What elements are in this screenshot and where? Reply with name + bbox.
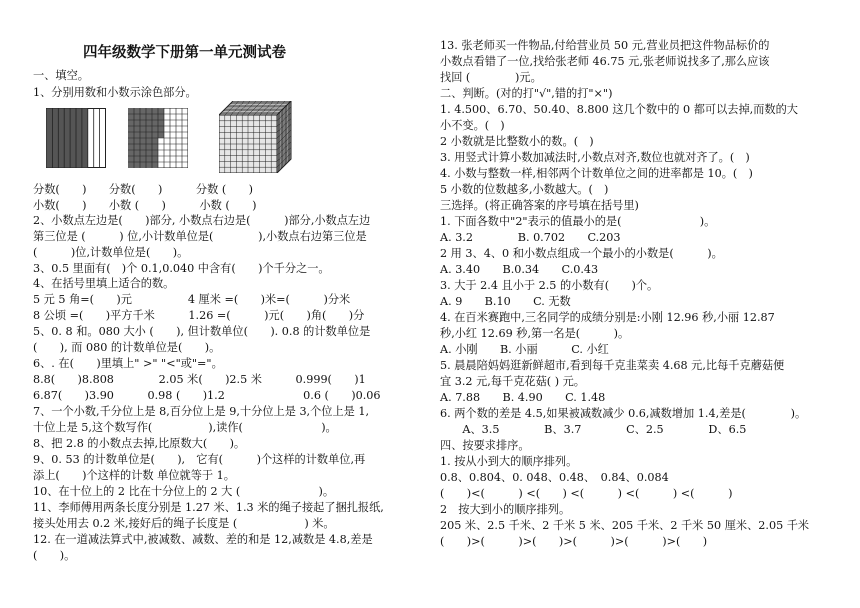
text-line: 10、在十位上的 2 比在十分位上的 2 大 ( )。 [33, 485, 335, 498]
text-line: 2、小数点左边是( )部分, 小数点右边是( )部分,小数点左边 [33, 214, 371, 227]
text-line: 205 米、2.5 千米、2 千米 5 米、205 千米、2 千米 50 厘米、2.05 千米 [440, 519, 810, 532]
text-line: 一、填空。 [33, 69, 89, 82]
text-line: 5 小数的位数越多,小数越大。( ) [440, 183, 609, 196]
text-line: A. 9 B.10 C. 无数 [440, 295, 571, 308]
text-line: A. 7.88 B. 4.90 C. 1.48 [440, 391, 606, 404]
text-line: 3. 用竖式计算小数加减法时,小数点对齐,数位也就对齐了。( ) [440, 151, 750, 164]
text-line: ( ), 而 080 的计数单位是( )。 [33, 341, 221, 354]
page-title: 四年级数学下册第一单元测试卷 [83, 45, 286, 61]
text-line: 11、李师傅用两条长度分别是 1.27 米、1.3 米的绳子接起了捆扎报纸, [33, 501, 384, 514]
text-line: 5、0. 8 和。080 大小 ( ), 但计数单位( ). 0.8 的计数单位是 [33, 325, 371, 338]
grid-figure [128, 108, 188, 168]
text-line: 第三位是 ( ) 位,小计数单位是( ),小数点右边第三位是 [33, 230, 367, 243]
text-line: A. 3.2 B. 0.702 C.203 [440, 231, 621, 244]
text-line: 9、0. 53 的计数单位是( ), 它有( )个这样的计数单位,再 [33, 453, 366, 466]
text-line: 4、在括号里填上适合的数。 [33, 277, 175, 290]
text-line: 4. 在百米赛跑中,三名同学的成绩分别是:小刚 12.96 秒,小丽 12.87 [440, 311, 775, 324]
text-line: ( )>( )>( )>( )>( )>( ) [440, 535, 708, 548]
text-line: 1、分别用数和小数示涂色部分。 [33, 86, 197, 99]
text-line: 8、把 2.8 的小数点去掉,比原数大( )。 [33, 437, 246, 450]
text-line: 秒,小红 12.69 秒,第一名是( )。 [440, 327, 630, 340]
text-line: 6.87( )3.90 0.98 ( )1.2 0.6 ( )0.06 [33, 389, 381, 402]
text-line: 8 公顷 =( )平方千米 1.26 =( )元( )角( )分 [33, 309, 365, 322]
text-line: 三选择。(将正确答案的序号填在括号里) [440, 199, 639, 212]
text-line: 四、按要求排序。 [440, 439, 530, 452]
text-line: 5. 晨晨陪妈妈逛新鲜超市,看到每千克韭菜卖 4.68 元,比每千克蘑菇便 [440, 359, 785, 372]
text-line: 1. 按从小到大的顺序排列。 [440, 455, 578, 468]
text-line: 2 小数就是比整数小的数。( ) [440, 135, 594, 148]
text-line: 2 用 3、4、0 和小数点组成一个最小的小数是( )。 [440, 247, 723, 260]
strip-figure [46, 108, 106, 168]
text-line: A、3.5 B、3.7 C、2.5 D、6.5 [440, 423, 747, 436]
cube-figure [219, 101, 293, 173]
text-line: 7、一个小数,千分位上是 8,百分位上是 9,十分位上是 3,个位上是 1, [33, 405, 370, 418]
text-line: 13. 张老师买一件物品,付给营业员 50 元,营业员把这件物品标价的 [440, 39, 770, 52]
text-line: 2 按大到小的顺序排列。 [440, 503, 571, 516]
text-line: 6、. 在( )里填上" >" "<"或"="。 [33, 357, 223, 370]
text-line: 十位上是 5,这个数写作( ),读作( )。 [33, 421, 337, 434]
text-line: A. 3.40 B.0.34 C.0.43 [440, 263, 599, 276]
text-line: ( )。 [33, 549, 76, 562]
text-line: A. 小刚 B. 小丽 C. 小红 [440, 343, 609, 356]
text-line: 1. 4.500、6.70、50.40、8.800 这几个数中的 0 都可以去掉,而数的大 [440, 103, 798, 116]
text-line: 12. 在一道减法算式中,被减数、减数、差的和是 12,减数是 4.8,差是 [33, 533, 373, 546]
text-line: 5 元 5 角=( )元 4 厘米 =( )米=( )分米 [33, 293, 351, 306]
text-line: 添上( )个这样的计数 单位就等于 1。 [33, 469, 235, 482]
text-line: 6. 两个数的差是 4.5,如果被减数减少 0.6,减数增加 1.4,差是( )。 [440, 407, 807, 420]
text-line: 4. 小数与整数一样,相邻两个计数单位之间的进率都是 10。( ) [440, 167, 753, 180]
text-line: ( )位,计数单位是( )。 [33, 246, 189, 259]
text-line: ( )<( ) <( ) <( ) <( ) <( ) [440, 487, 733, 500]
text-line: 二、判断。(对的打"√",错的打"×") [440, 87, 613, 100]
text-line: 分数( ) 分数( ) 分数 ( ) [33, 183, 253, 196]
text-line: 3. 大于 2.4 且小于 2.5 的小数有( )个。 [440, 279, 659, 292]
text-line: 小数( ) 小数 ( ) 小数 ( ) [33, 199, 257, 212]
text-line: 0.8、0.804、0. 048、0.48、 0.84、0.084 [440, 471, 669, 484]
text-line: 1. 下面各数中"2"表示的值最小的是( )。 [440, 215, 716, 228]
text-line: 找回 ( )元。 [440, 71, 542, 84]
text-line: 3、0.5 里面有( )个 0.1,0.040 中含有( )个千分之一。 [33, 262, 330, 275]
text-line: 接头处用去 0.2 米,接好后的绳子长度是 ( ) 米。 [33, 517, 335, 530]
text-line: 宜 3.2 元,每千克花菇( ) 元。 [440, 375, 585, 388]
text-line: 小数点看错了一位,找给张老师 46.75 元,张老师说找多了,那么应该 [440, 55, 770, 68]
text-line: 小不变。( ) [440, 119, 505, 132]
text-line: 8.8( )8.808 2.05 米( )2.5 米 0.999( )1 [33, 373, 366, 386]
